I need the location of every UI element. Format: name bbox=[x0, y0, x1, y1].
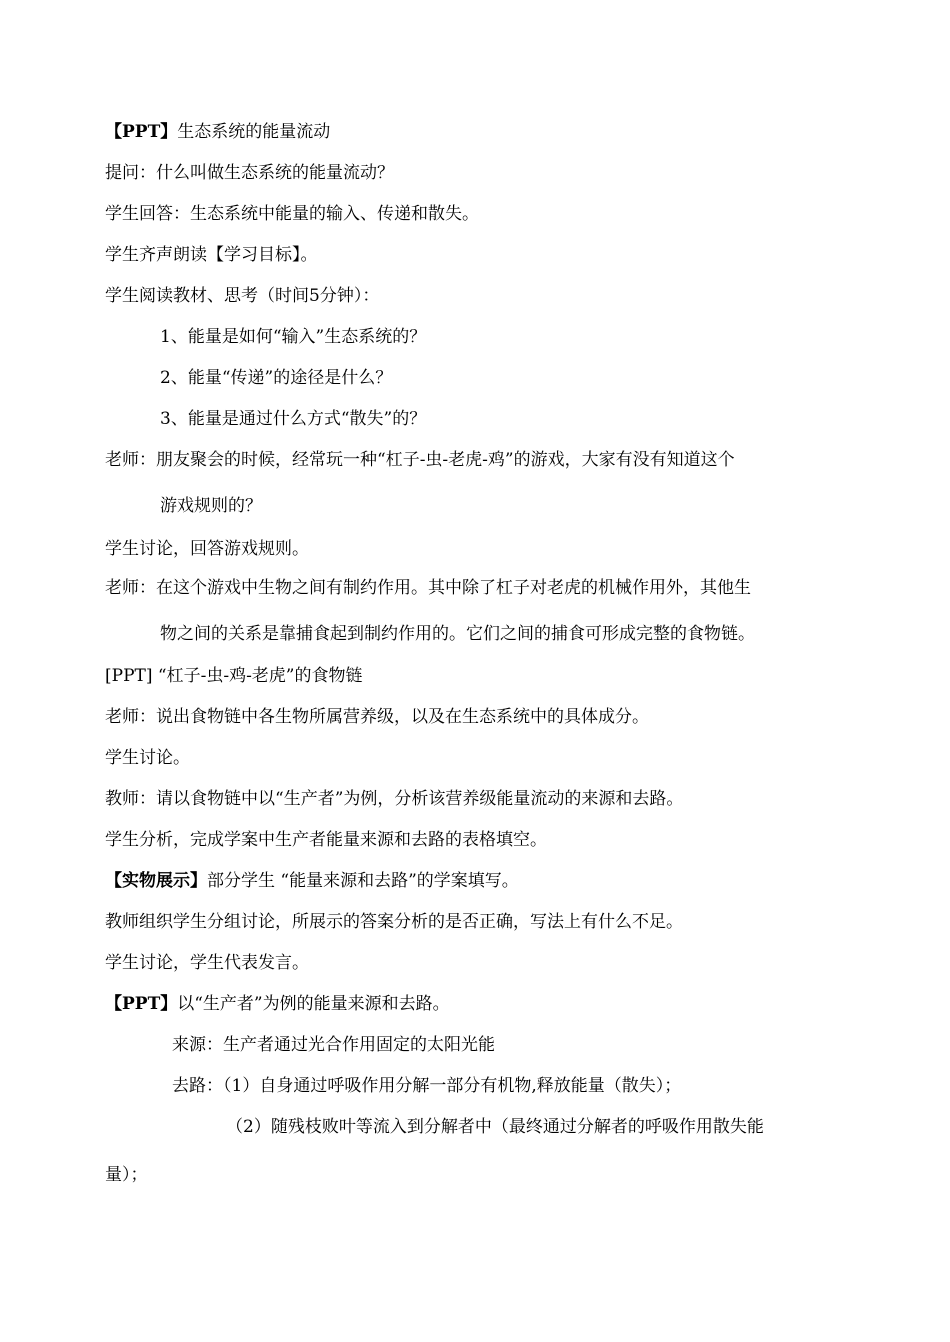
ppt-tag: 【PPT】 bbox=[105, 122, 178, 142]
energy-destination-2: （2）随残枝败叶等流入到分解者中（最终通过分解者的呼吸作用散失能 bbox=[226, 1117, 764, 1137]
ppt-producer-line bbox=[105, 992, 450, 1016]
teacher-game-line: 老师：朋友聚会的时候，经常玩一种“杠子-虫-老虎-鸡”的游戏，大家有没有知道这个 bbox=[105, 450, 735, 470]
ppt-food-chain-line: [PPT] “杠子-虫-鸡-老虎”的食物链 bbox=[105, 666, 363, 686]
reading-question-3: 3、能量是通过什么方式“散失”的？ bbox=[160, 409, 427, 429]
teacher-producer-line: 教师：请以食物链中以“生产者”为例，分析该营养级能量流动的来源和去路。 bbox=[105, 789, 684, 809]
energy-source-line: 来源：生产者通过光合作用固定的太阳光能 bbox=[172, 1035, 495, 1055]
student-discussion-line: 学生讨论，回答游戏规则。 bbox=[105, 539, 309, 559]
exhibit-line bbox=[105, 869, 519, 893]
question-line: 提问：什么叫做生态系统的能量流动？ bbox=[105, 163, 394, 183]
teacher-group-line: 教师组织学生分组讨论，所展示的答案分析的是否正确，写法上有什么不足。 bbox=[105, 912, 683, 932]
read-objectives-line: 学生齐声朗读【学习目标】。 bbox=[105, 245, 318, 265]
reading-question-1: 1、能量是如何“输入”生态系统的？ bbox=[160, 327, 427, 347]
ppt-producer-text: 以“生产者”为例的能量来源和去路。 bbox=[177, 994, 450, 1014]
energy-destination-2-cont: 量）； bbox=[105, 1165, 148, 1185]
ppt-heading-text: 生态系统的能量流动 bbox=[177, 122, 331, 142]
teacher-game-line-cont: 游戏规则的？ bbox=[160, 496, 262, 516]
teacher-constraint-line: 老师：在这个游戏中生物之间有制约作用。其中除了杠子对老虎的机械作用外，其他生 bbox=[105, 578, 751, 598]
exhibit-text: 部分学生 “能量来源和去路”的学案填写。 bbox=[207, 871, 519, 891]
exhibit-tag: 【实物展示】 bbox=[105, 871, 207, 891]
student-answer-line: 学生回答：生态系统中能量的输入、传递和散失。 bbox=[105, 204, 479, 224]
ppt-tag-2: 【PPT】 bbox=[105, 994, 178, 1014]
energy-destination-1: 去路：（1）自身通过呼吸作用分解一部分有机物,释放能量（散失）； bbox=[172, 1076, 682, 1096]
teacher-trophic-line: 老师：说出食物链中各生物所属营养级，以及在生态系统中的具体成分。 bbox=[105, 707, 649, 727]
teacher-constraint-line-cont: 物之间的关系是靠捕食起到制约作用的。它们之间的捕食可形成完整的食物链。 bbox=[160, 624, 755, 644]
reading-question-2: 2、能量“传递”的途径是什么？ bbox=[160, 368, 393, 388]
ppt-heading-line bbox=[105, 120, 330, 144]
student-analysis-line: 学生分析，完成学案中生产者能量来源和去路的表格填空。 bbox=[105, 830, 547, 850]
student-speak-line: 学生讨论，学生代表发言。 bbox=[105, 953, 309, 973]
reading-task-line: 学生阅读教材、思考（时间5分钟）： bbox=[105, 286, 380, 306]
student-discuss-line: 学生讨论。 bbox=[105, 748, 190, 768]
